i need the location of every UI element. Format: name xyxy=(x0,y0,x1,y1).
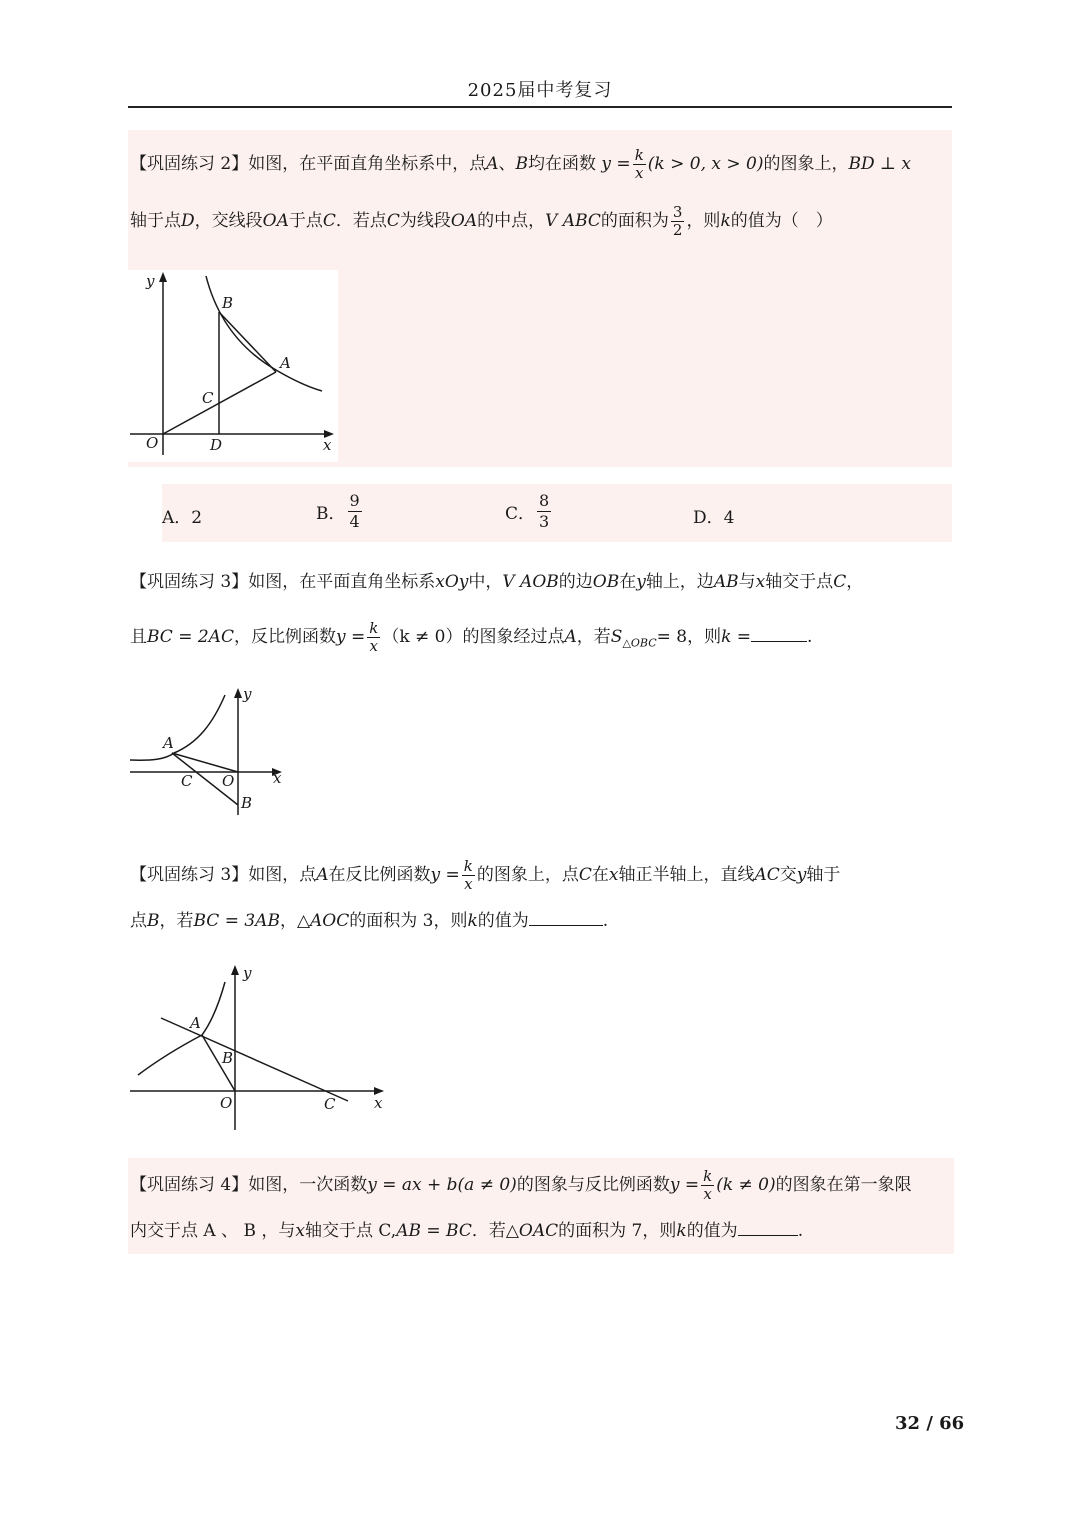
q1-bd-perp: BD ⊥ x xyxy=(848,154,911,174)
q3-fraction-k-over-x: $\frac{k}{x}$ xyxy=(463,857,473,893)
q4-linear-function: y = ax + b(a ≠ 0) xyxy=(367,1175,517,1195)
q1-condition: (k > 0, x > 0) xyxy=(647,154,764,174)
q4-answer-blank[interactable] xyxy=(738,1235,798,1236)
q2-triangle-aob: V AOB xyxy=(502,572,559,592)
q3-fig-label-x: x xyxy=(374,1094,383,1112)
q1-fraction-k-over-x: $\frac{k}{x}$ xyxy=(634,146,644,182)
q3-triangle-aoc: △AOC xyxy=(296,911,350,931)
q4-tag: 【巩固练习 4】 xyxy=(130,1175,249,1195)
q2-tag: 【巩固练习 3】 xyxy=(130,572,249,592)
q2-line-1: 【巩固练习 3】如图，在平面直角坐标系xOy中，V AOB的边OB在y轴上，边AB与x轴交于点C， xyxy=(130,572,864,592)
page-number: 32 / 66 xyxy=(895,1413,965,1434)
q2-fig-label-b: B xyxy=(241,794,253,812)
q2-figure xyxy=(128,683,290,819)
q3-fig-label-b: B xyxy=(222,1049,234,1067)
q2-answer-blank[interactable] xyxy=(751,641,807,642)
q3-answer-blank[interactable] xyxy=(529,925,603,926)
q1-equation-lhs: y = xyxy=(601,154,631,174)
q1-option-a[interactable]: A．2 xyxy=(162,508,203,528)
q1-option-b[interactable]: B． $\frac{9}{4}$ xyxy=(316,491,360,531)
q2-fig-label-a: A xyxy=(163,734,174,752)
q3-fig-label-y: y xyxy=(243,964,252,982)
q1-option-c[interactable]: C． $\frac{8}{3}$ xyxy=(505,491,550,531)
q1-line-1: 【巩固练习 2】如图，在平面直角坐标系中，点A、B均在函数 y = $\frac{k}{x}$ (k > 0, x > 0)的图象上，BD ⊥ x xyxy=(130,146,911,182)
q1-line-2: 轴于点D，交线段OA于点C．若点C为线段OA的中点，V ABC的面积为 $\frac{3}{2}$ ，则k的值为（ ） xyxy=(130,203,833,239)
q1-fig-label-a: A xyxy=(280,354,291,372)
q2-fig-label-x: x xyxy=(273,769,282,787)
q4-fraction-k-over-x: $\frac{k}{x}$ xyxy=(703,1167,713,1203)
q1-fig-label-d: D xyxy=(210,436,223,454)
q1-fig-label-o: O xyxy=(146,434,159,452)
q3-line-1: 【巩固练习 3】如图，点A在反比例函数y = $\frac{k}{x}$ 的图象上，点C在x轴正半轴上，直线AC交y轴于 xyxy=(130,857,841,893)
q4-line-2: 内交于点 A 、 B ，与x轴交于点 C,AB = BC．若△OAC的面积为 7，则k的值为 . xyxy=(130,1221,804,1241)
q2-fraction-k-over-x: $\frac{k}{x}$ xyxy=(369,619,379,655)
q1-figure xyxy=(128,270,338,462)
q1-area-fraction: $\frac{3}{2}$ xyxy=(672,203,683,239)
q4-line-1: 【巩固练习 4】如图，一次函数y = ax + b(a ≠ 0)的图象与反比例函数y = $\frac{k}{x}$ (k ≠ 0)的图象在第一象限 xyxy=(130,1167,912,1203)
q3-figure-svg xyxy=(128,960,384,1132)
q3-figure xyxy=(128,960,384,1132)
q1-fig-label-x: x xyxy=(323,436,332,454)
q1-options-background xyxy=(162,484,952,542)
q1-tag: 【巩固练习 2】 xyxy=(130,154,249,174)
q3-fig-label-c: C xyxy=(324,1095,336,1113)
q1-fig-label-c: C xyxy=(202,389,214,407)
q2-figure-svg xyxy=(128,683,290,819)
q3-fig-label-a: A xyxy=(190,1014,201,1032)
page-header-title: 2025届中考复习 xyxy=(467,80,613,101)
q2-line-2: 且BC = 2AC，反比例函数y = $\frac{k}{x}$ （k ≠ 0）的图象经过点A，若$S_{\triangle OBC}= 8$，则k = . xyxy=(130,619,813,655)
q1-option-d[interactable]: D．4 xyxy=(693,508,735,528)
q1-fig-label-y: y xyxy=(146,272,155,290)
q1-fig-label-b: B xyxy=(222,294,234,312)
q2-fig-label-y: y xyxy=(243,685,252,703)
q2-fig-label-c: C xyxy=(181,772,193,790)
q3-fig-label-o: O xyxy=(220,1094,233,1112)
q1-triangle-abc: V ABC xyxy=(545,211,601,231)
q1-figure-svg xyxy=(128,270,338,462)
header-divider xyxy=(128,106,952,108)
q3-line-2: 点B，若BC = 3AB，△AOC的面积为 3，则k的值为 . xyxy=(130,911,609,931)
q2-fig-label-o: O xyxy=(222,772,235,790)
q4-triangle-oac: △OAC xyxy=(505,1221,559,1241)
q3-tag: 【巩固练习 3】 xyxy=(130,865,249,885)
